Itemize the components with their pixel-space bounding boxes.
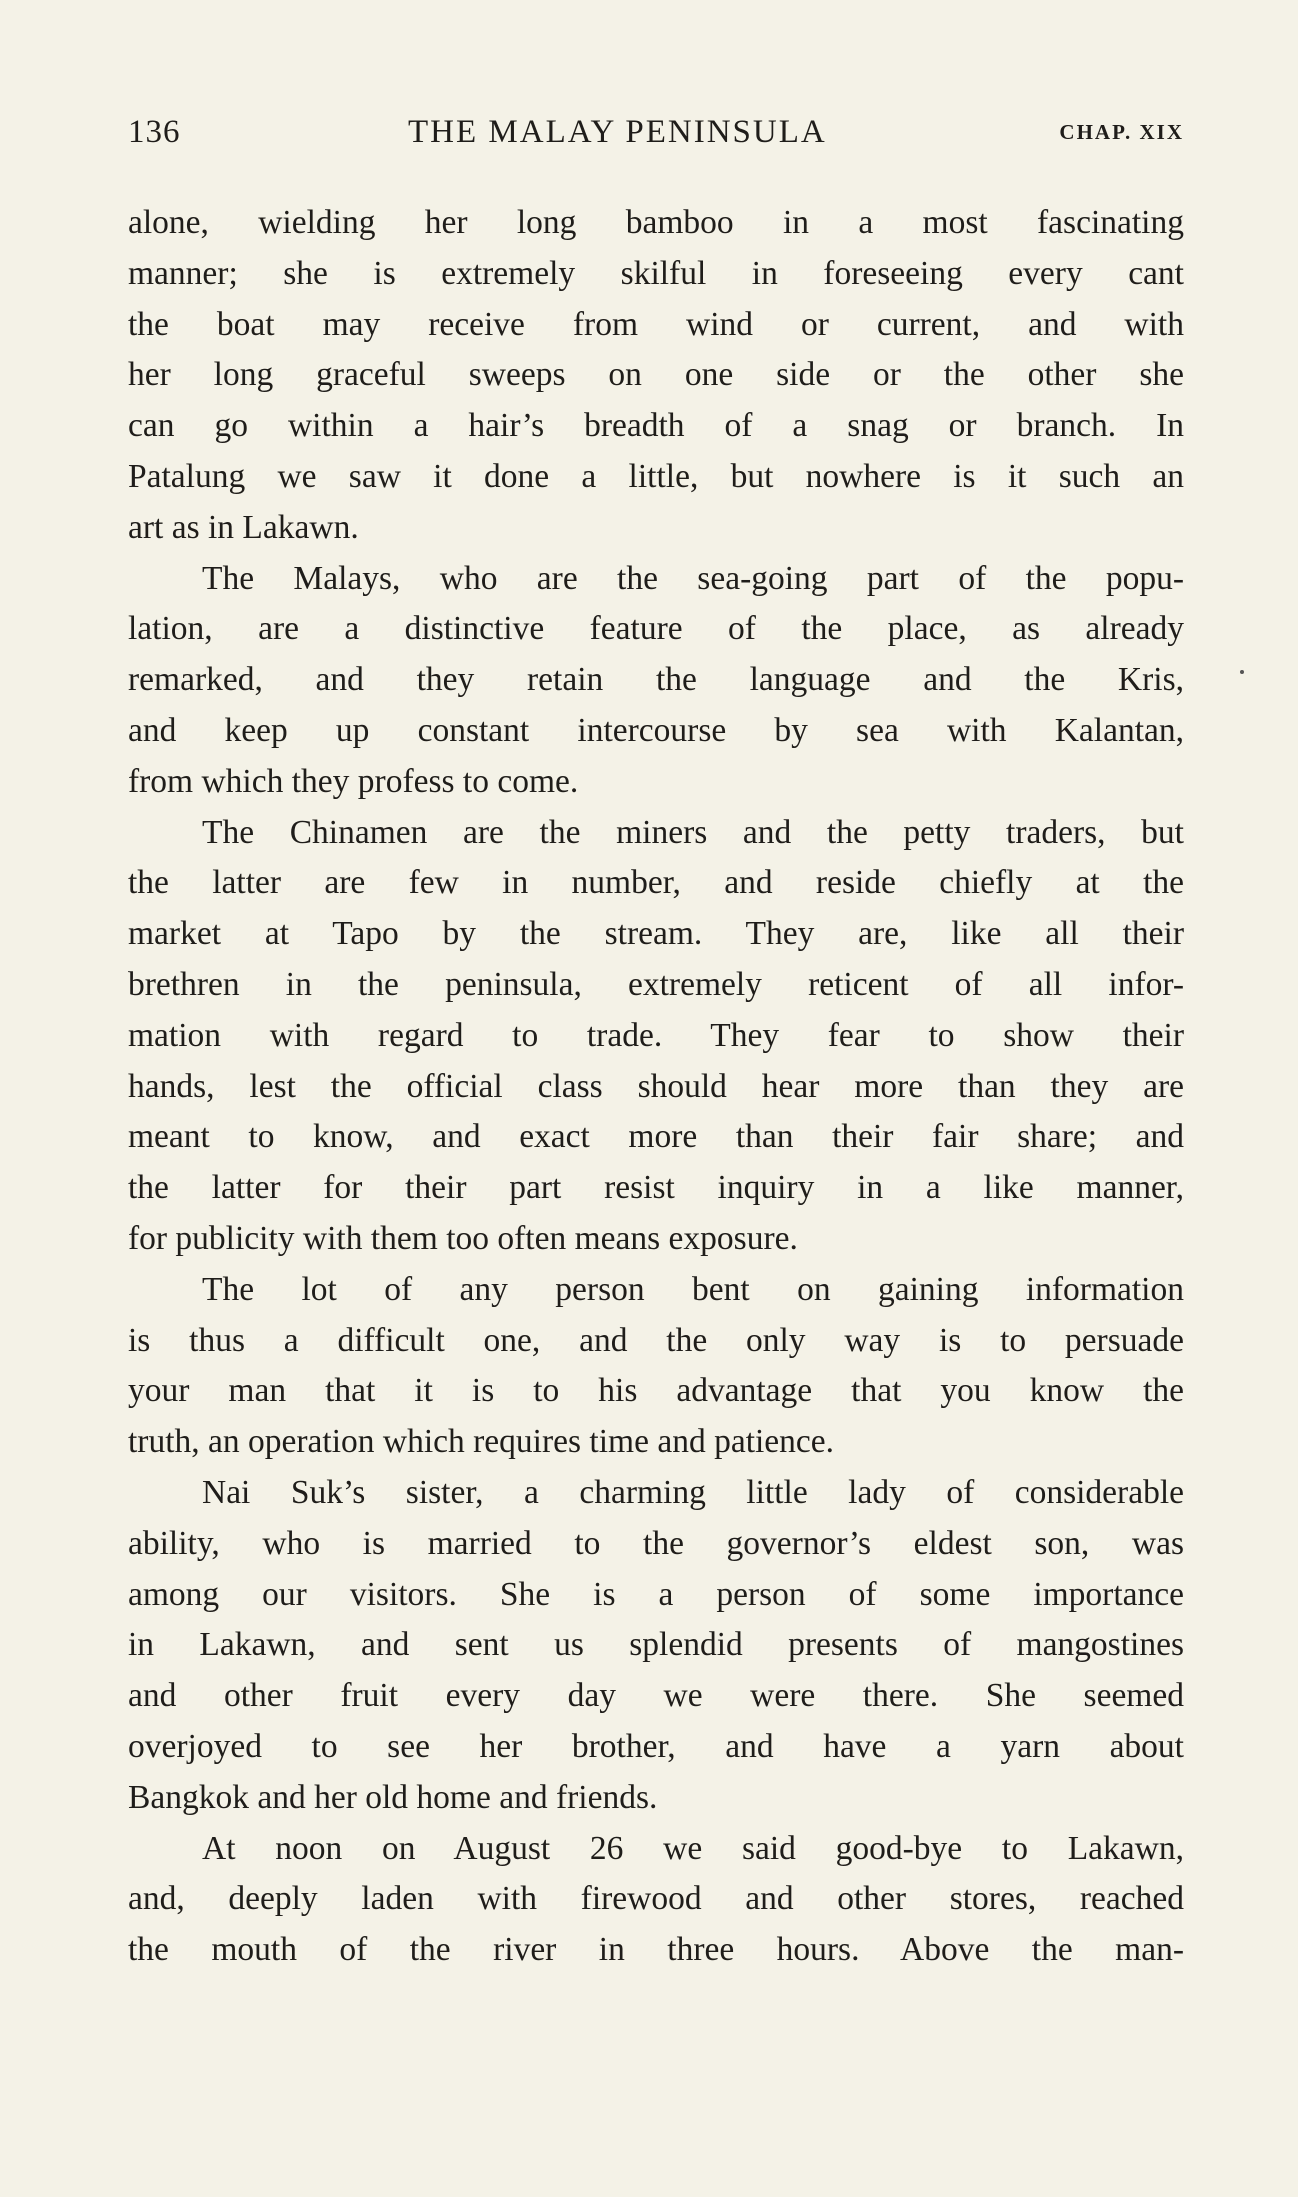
text-line: and, deeply laden with firewood and other stores, reached	[128, 1880, 1184, 1918]
text-line: from which they profess to come.	[128, 762, 579, 800]
running-title: THE MALAY PENINSULA	[408, 114, 827, 150]
text-line: brethren in the peninsula, extremely reticent of all infor-	[128, 965, 1184, 1003]
text-line: meant to know, and exact more than their fair share; and	[128, 1118, 1184, 1156]
stray-mark	[1240, 670, 1244, 674]
text-line: alone, wielding her long bamboo in a most fascinating	[128, 204, 1184, 241]
text-line: ability, who is married to the governor’s eldest son, was	[128, 1524, 1184, 1562]
text-line: is thus a difficult one, and the only way is to persuade	[128, 1321, 1184, 1359]
text-line: Bangkok and her old home and friends.	[128, 1778, 658, 1816]
text-line: the mouth of the river in three hours. Above the man-	[128, 1931, 1184, 1969]
text-line: and keep up constant intercourse by sea with Kalantan,	[128, 711, 1184, 749]
chapter-label: CHAP. XIX	[1059, 120, 1184, 144]
text-line: The Chinamen are the miners and the petty traders, but	[202, 813, 1184, 851]
text-line: Nai Suk’s sister, a charming little lady of considerable	[202, 1473, 1184, 1511]
text-line: the latter for their part resist inquiry in a like manner,	[128, 1169, 1184, 1207]
text-line: your man that it is to his advantage that you know the	[128, 1372, 1184, 1410]
text-line: the boat may receive from wind or current, and with	[128, 305, 1184, 343]
text-line: overjoyed to see her brother, and have a yarn about	[128, 1727, 1184, 1765]
text-line: The lot of any person bent on gaining information	[202, 1270, 1184, 1308]
text-line: for publicity with them too often means exposure.	[128, 1219, 798, 1257]
text-line: mation with regard to trade. They fear to show their	[128, 1016, 1184, 1054]
page-number: 136	[128, 114, 181, 150]
text-line: truth, an operation which requires time and patience.	[128, 1423, 835, 1461]
text-line: hands, lest the official class should hear more than they are	[128, 1067, 1184, 1105]
text-line: manner; she is extremely skilful in foreseeing every cant	[128, 254, 1184, 292]
text-line: art as in Lakawn.	[128, 508, 359, 546]
text-line: the latter are few in number, and reside chiefly at the	[128, 864, 1184, 902]
text-line: The Malays, who are the sea-going part of the popu-	[202, 559, 1184, 597]
text-line: remarked, and they retain the language and the Kris,	[128, 661, 1184, 699]
text-line: lation, are a distinctive feature of the place, as already	[128, 610, 1184, 648]
text-line: can go within a hair’s breadth of a snag or branch. In	[128, 407, 1184, 445]
text-line: and other fruit every day we were there. She seemed	[128, 1677, 1184, 1715]
text-line: among our visitors. She is a person of some importance	[128, 1575, 1184, 1613]
text-line: market at Tapo by the stream. They are, like all their	[128, 915, 1184, 953]
text-line: in Lakawn, and sent us splendid presents of mangostines	[128, 1626, 1184, 1664]
page-header	[128, 114, 1184, 158]
text-line: her long graceful sweeps on one side or the other she	[128, 356, 1184, 394]
text-line: Patalung we saw it done a little, but nowhere is it such an	[128, 457, 1184, 495]
text-line: At noon on August 26 we said good-bye to Lakawn,	[202, 1829, 1184, 1867]
body-text	[128, 198, 1184, 1976]
